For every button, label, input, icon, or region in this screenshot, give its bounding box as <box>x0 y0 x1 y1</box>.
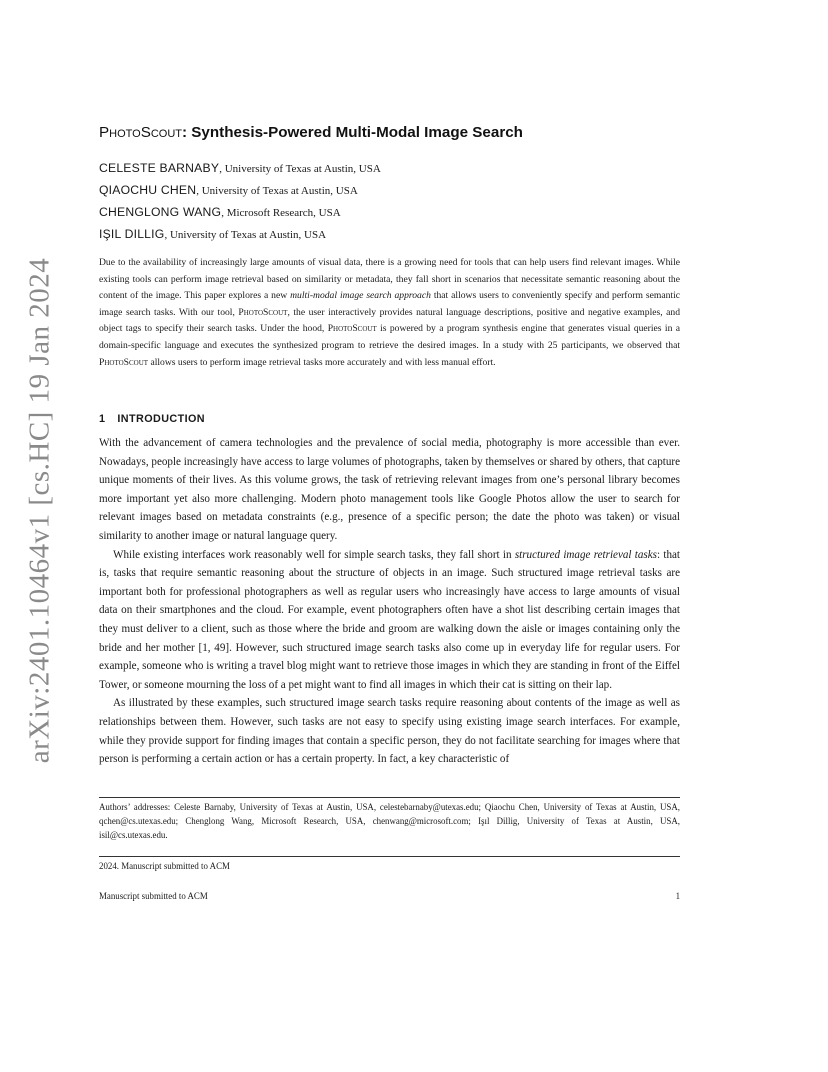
abstract-text: is powered by a program synthesis engine that generates visual queries in a domain-specific language and executes the synthesized program to retrieve the desired images. In a study with 25 participants, we observed that <box>99 323 680 351</box>
footnote-rule <box>99 797 680 798</box>
tool-name: PhotoScout <box>99 356 149 368</box>
author-affiliation: , Microsoft Research, USA <box>221 207 341 219</box>
author-addresses-footnote: Authors’ addresses: Celeste Barnaby, University of Texas at Austin, USA, celestebarnaby@utexas.edu; Qiaochu Chen, University of Texas at Austin, USA, qchen@cs.utexas.edu; Chenglong Wang, Microsoft Research, USA, chenwang@microsoft.com; Işıl Dillig, University of Texas at Austin, USA, isil@cs.utexas.edu. <box>99 802 680 840</box>
author-line <box>99 205 341 219</box>
abstract-text: , the user interactively provides natural language descriptions, positive and negative examples, and object tags to specify their search tasks. Under the hood, <box>99 306 680 335</box>
intro-paragraph-2 <box>99 546 680 695</box>
paragraph-text: While existing interfaces work reasonably well for simple search tasks, they fall short in <box>113 548 515 561</box>
section-heading <box>99 413 205 425</box>
section-title: INTRODUCTION <box>117 413 205 425</box>
running-footer: Manuscript submitted to ACM <box>99 891 208 901</box>
tool-name: PhotoScout <box>238 306 288 318</box>
abstract <box>99 255 680 371</box>
author-line <box>99 183 358 197</box>
page-number: 1 <box>675 891 680 901</box>
introduction-body <box>99 434 680 769</box>
abstract-emphasis: multi-modal image search approach <box>290 290 431 302</box>
paragraph-emphasis: structured image retrieval tasks <box>514 548 657 561</box>
paper-title <box>99 124 680 141</box>
author-affiliation: , University of Texas at Austin, USA <box>164 229 327 241</box>
author-line <box>99 161 381 175</box>
author-name: QIAOCHU CHEN <box>99 183 197 197</box>
author-affiliation: , University of Texas at Austin, USA <box>196 185 358 197</box>
arxiv-side-caption <box>22 257 58 763</box>
intro-paragraph-1: With the advancement of camera technologies and the prevalence of social media, photography is more accessible than ever. Nowadays, people increasingly have access to large volumes of photographs, taken by themselves or shared by others, that capture unique moments of their lives. As this volume grows, the task of retrieving relevant images from one’s personal library becomes more important yet also more challenging. Modern photo management tools like Google Photos allow the user to search for relevant images based on metadata constraints (e.g., presence of a specific person; the date the photo was taken) or visual similarity to another image or natural language query. <box>99 437 680 542</box>
author-name: CHENGLONG WANG <box>99 205 222 219</box>
author-line <box>99 227 326 241</box>
section-number: 1 <box>99 413 106 425</box>
author-name: IŞIL DILLIG <box>99 227 165 241</box>
intro-paragraph-3: As illustrated by these examples, such structured image search tasks require reasoning about contents of the image as well as relationships between them. However, such tasks are not easy to specify using existing image search interfaces. For example, while they provide support for finding images that contain a specific person, they do not facilitate searching for images where that person is performing a certain action or has a certain property. In fact, a key characteristic of <box>99 697 680 766</box>
copyright-rule <box>99 856 680 857</box>
arxiv-identifier: arXiv:2401.10464v1 [cs.HC] 19 Jan 2024 <box>23 257 56 763</box>
author-name: CELESTE BARNABY <box>99 161 220 175</box>
abstract-text: allows users to perform image retrieval tasks more accurately and with less manual effort. <box>148 356 496 368</box>
title-tool-name: PhotoScout <box>99 124 182 141</box>
title-rest: : Synthesis-Powered Multi-Modal Image Search <box>182 124 523 141</box>
tool-name: PhotoScout <box>327 323 377 335</box>
copyright-note: 2024. Manuscript submitted to ACM <box>99 861 230 871</box>
abstract-text: Due to the availability of increasingly large amounts of visual data, there is a growing need for tools that can help users find relevant images. While existing tools can perform image retrieval based on similarity or metadata, they fall short in scenarios that necessitate semantic reasoning about the content of the image. This paper explores a new <box>99 257 680 302</box>
paragraph-text: : that is, tasks that require semantic reasoning about the structure of objects in an image. Such structured image retrieval tasks are important both for professional photographers as well as regular users who increasingly have access to large amounts of visual data on their smartphones and the cloud. For example, event photographers often have a shot list describing certain images that they must deliver to a client, such as those where the bride and groom are walking down the aisle or images containing only the bride and her mother [1, 49]. However, such structured image search tasks also come up in everyday life for regular users. For example, someone who is writing a travel blog might want to retrieve those images in which they are standing in front of the Eiffel Tower, or someone mourning the loss of a pet might want to find all images in which their cat is sitting on their lap. <box>99 548 681 691</box>
abstract-text: that allows users to conveniently specify and perform semantic image search tasks. With our tool, <box>99 290 680 318</box>
author-affiliation: , University of Texas at Austin, USA <box>219 163 381 175</box>
